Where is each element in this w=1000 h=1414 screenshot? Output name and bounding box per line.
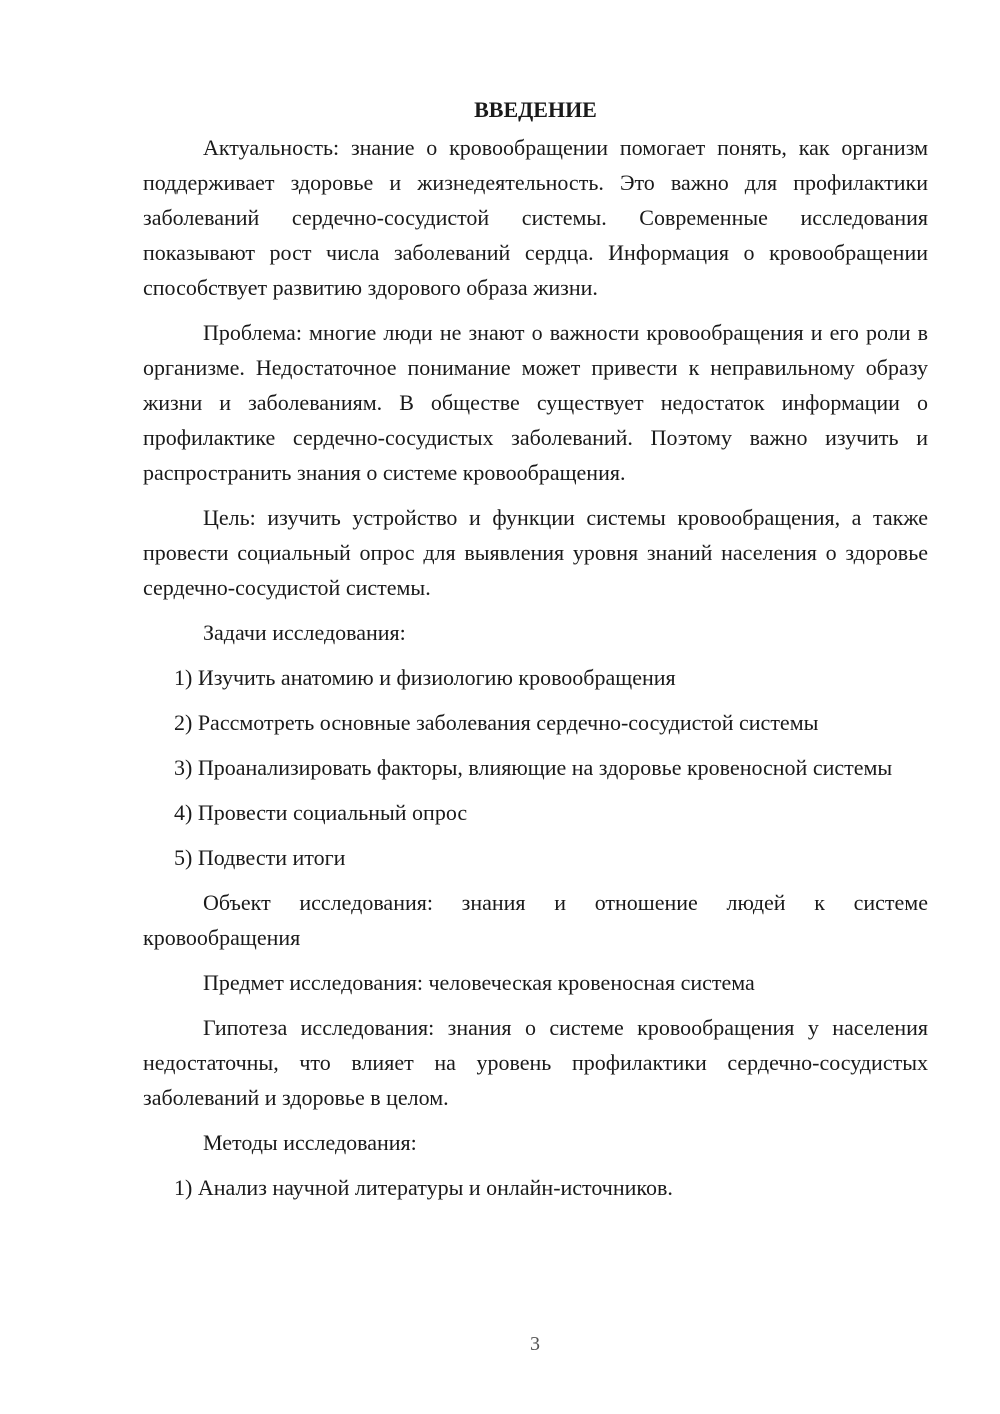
page-number: 3: [530, 1333, 540, 1355]
task-item-5: 5) Подвести итоги: [174, 845, 346, 870]
subject-paragraph: Предмет исследования: человеческая кровеносная система: [203, 970, 755, 995]
task-item-3: 3) Проанализировать факторы, влияющие на здоровье кровеносной системы: [174, 755, 893, 780]
problem-paragraph: Проблема: многие люди не знают о важности кровообращения и его роли в организме. Недостаточное понимание может привести к неправильному образу жизни и заболеваниям. В обществе существует недостаток информации о профилактике сердечно-сосудистых заболеваний. Поэтому важно изучить и распространить знания о системе кровообращения.: [143, 320, 928, 485]
tasks-heading: Задачи исследования:: [203, 620, 406, 645]
hypothesis-paragraph: Гипотеза исследования: знания о системе кровообращения у населения недостаточны, что влияет на уровень профилактики сердечно-сосудистых заболеваний и здоровье в целом.: [143, 1015, 928, 1110]
task-item-2: 2) Рассмотреть основные заболевания сердечно-сосудистой системы: [174, 710, 819, 735]
method-item-1: 1) Анализ научной литературы и онлайн-источников.: [174, 1175, 673, 1200]
document-page: [143, 92, 928, 1215]
task-item-1: 1) Изучить анатомию и физиологию кровообращения: [174, 665, 676, 690]
methods-heading: Методы исследования:: [203, 1130, 417, 1155]
goal-paragraph: Цель: изучить устройство и функции системы кровообращения, а также провести социальный опрос для выявления уровня знаний населения о здоровье сердечно-сосудистой системы.: [143, 505, 928, 600]
object-paragraph: Объект исследования: знания и отношение людей к системе кровообращения: [143, 890, 928, 950]
task-item-4: 4) Провести социальный опрос: [174, 800, 468, 825]
section-title: ВВЕДЕНИЕ: [474, 97, 597, 122]
relevance-paragraph: Актуальность: знание о кровообращении помогает понять, как организм поддерживает здоровье и жизнедеятельность. Это важно для профилактики заболеваний сердечно-сосудистой системы. Современные исследования показывают рост числа заболеваний сердца. Информация о кровообращении способствует развитию здорового образа жизни.: [143, 135, 928, 300]
